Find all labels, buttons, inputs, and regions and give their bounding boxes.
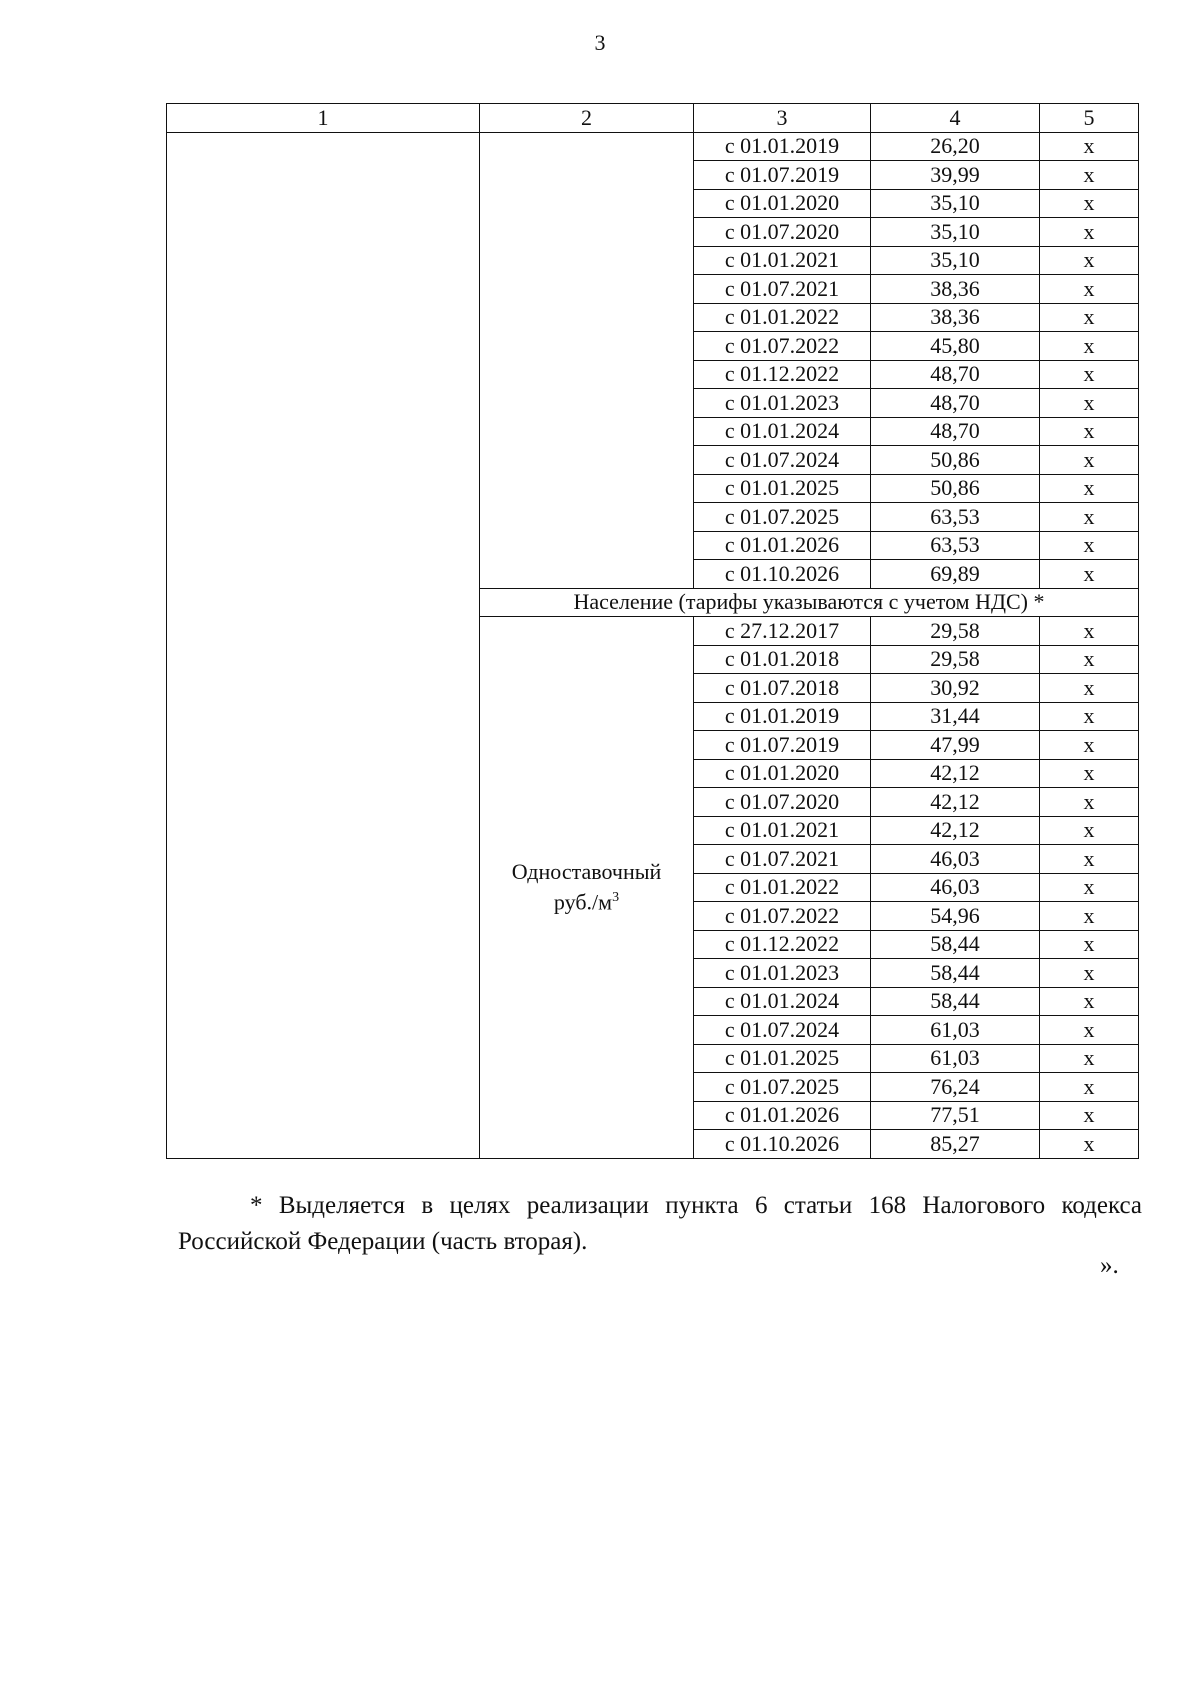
mark-cell: х	[1040, 1073, 1139, 1102]
tariff-value-cell: 58,44	[871, 959, 1040, 988]
tariff-value-cell: 47,99	[871, 731, 1040, 760]
date-cell: с 01.01.2026	[694, 1101, 871, 1130]
tariff-value-cell: 35,10	[871, 218, 1040, 247]
date-cell: с 01.10.2026	[694, 1130, 871, 1159]
rate-unit	[480, 885, 693, 915]
mark-cell: х	[1040, 417, 1139, 446]
tariff-value-cell: 50,86	[871, 474, 1040, 503]
column-1-empty-cell	[167, 132, 480, 1158]
tariff-table	[166, 103, 1139, 1159]
mark-cell: х	[1040, 930, 1139, 959]
tariff-value-cell: 63,53	[871, 503, 1040, 532]
mark-cell: х	[1040, 389, 1139, 418]
date-cell: с 01.01.2019	[694, 132, 871, 161]
tariff-value-cell: 38,36	[871, 275, 1040, 304]
tariff-value-cell: 54,96	[871, 902, 1040, 931]
mark-cell: х	[1040, 360, 1139, 389]
tariff-value-cell: 29,58	[871, 617, 1040, 646]
mark-cell: х	[1040, 218, 1139, 247]
date-cell: с 01.07.2025	[694, 1073, 871, 1102]
footnote: * Выделяется в целях реализации пункта 6 статьи 168 Налогового кодекса Российской Федерации (часть вторая).	[178, 1192, 1142, 1255]
mark-cell: х	[1040, 816, 1139, 845]
column-2-empty-cell	[480, 132, 694, 588]
column-header-5: 5	[1040, 104, 1139, 133]
column-header-1: 1	[167, 104, 480, 133]
date-cell: с 01.07.2022	[694, 332, 871, 361]
date-cell: с 01.07.2022	[694, 902, 871, 931]
mark-cell: х	[1040, 845, 1139, 874]
date-cell: с 27.12.2017	[694, 617, 871, 646]
tariff-value-cell: 46,03	[871, 845, 1040, 874]
date-cell: с 01.07.2021	[694, 845, 871, 874]
page-number: 3	[594, 30, 606, 55]
tariff-value-cell: 76,24	[871, 1073, 1040, 1102]
date-cell: с 01.01.2022	[694, 873, 871, 902]
mark-cell: х	[1040, 1130, 1139, 1159]
mark-cell: х	[1040, 246, 1139, 275]
date-cell: с 01.07.2019	[694, 731, 871, 760]
date-cell: с 01.01.2018	[694, 645, 871, 674]
tariff-value-cell: 69,89	[871, 560, 1040, 589]
tariff-value-cell: 46,03	[871, 873, 1040, 902]
table-row	[167, 132, 1139, 161]
tariff-value-cell: 26,20	[871, 132, 1040, 161]
date-cell: с 01.10.2026	[694, 560, 871, 589]
mark-cell: х	[1040, 1044, 1139, 1073]
mark-cell: х	[1040, 873, 1139, 902]
population-heading: Население (тарифы указываются с учетом НДС) *	[480, 588, 1139, 617]
date-cell: с 01.01.2020	[694, 759, 871, 788]
date-cell: с 01.07.2021	[694, 275, 871, 304]
mark-cell: х	[1040, 446, 1139, 475]
mark-cell: х	[1040, 1101, 1139, 1130]
tariff-value-cell: 85,27	[871, 1130, 1040, 1159]
mark-cell: х	[1040, 189, 1139, 218]
rate-type-name: Одноставочный	[511, 859, 662, 885]
tariff-value-cell: 48,70	[871, 417, 1040, 446]
table-body	[167, 132, 1139, 1158]
mark-cell: х	[1040, 1016, 1139, 1045]
tariff-value-cell: 31,44	[871, 702, 1040, 731]
tariff-value-cell: 42,12	[871, 816, 1040, 845]
date-cell: с 01.01.2022	[694, 303, 871, 332]
tariff-value-cell: 48,70	[871, 360, 1040, 389]
mark-cell: х	[1040, 645, 1139, 674]
date-cell: с 01.12.2022	[694, 360, 871, 389]
mark-cell: х	[1040, 303, 1139, 332]
mark-cell: х	[1040, 617, 1139, 646]
mark-cell: х	[1040, 902, 1139, 931]
date-cell: с 01.01.2024	[694, 987, 871, 1016]
date-cell: с 01.07.2024	[694, 446, 871, 475]
mark-cell: х	[1040, 702, 1139, 731]
tariff-value-cell: 61,03	[871, 1044, 1040, 1073]
mark-cell: х	[1040, 560, 1139, 589]
date-cell: с 01.01.2023	[694, 959, 871, 988]
date-cell: с 01.12.2022	[694, 930, 871, 959]
mark-cell: х	[1040, 759, 1139, 788]
rate-unit-text: руб./м	[553, 889, 613, 915]
tariff-value-cell: 39,99	[871, 161, 1040, 190]
mark-cell: х	[1040, 731, 1139, 760]
tariff-value-cell: 30,92	[871, 674, 1040, 703]
date-cell: с 01.01.2026	[694, 531, 871, 560]
mark-cell: х	[1040, 275, 1139, 304]
tariff-value-cell: 35,10	[871, 189, 1040, 218]
tariff-value-cell: 61,03	[871, 1016, 1040, 1045]
tariff-value-cell: 48,70	[871, 389, 1040, 418]
mark-cell: х	[1040, 132, 1139, 161]
mark-cell: х	[1040, 332, 1139, 361]
mark-cell: х	[1040, 531, 1139, 560]
tariff-value-cell: 42,12	[871, 759, 1040, 788]
date-cell: с 01.07.2019	[694, 161, 871, 190]
date-cell: с 01.01.2019	[694, 702, 871, 731]
table-header-row	[167, 104, 1139, 133]
tariff-value-cell: 45,80	[871, 332, 1040, 361]
mark-cell: х	[1040, 474, 1139, 503]
date-cell: с 01.07.2024	[694, 1016, 871, 1045]
column-header-4: 4	[871, 104, 1040, 133]
tariff-value-cell: 29,58	[871, 645, 1040, 674]
mark-cell: х	[1040, 987, 1139, 1016]
column-header-2: 2	[480, 104, 694, 133]
date-cell: с 01.01.2024	[694, 417, 871, 446]
tariff-value-cell: 63,53	[871, 531, 1040, 560]
mark-cell: х	[1040, 161, 1139, 190]
tariff-value-cell: 77,51	[871, 1101, 1040, 1130]
date-cell: с 01.01.2023	[694, 389, 871, 418]
date-cell: с 01.07.2025	[694, 503, 871, 532]
tariff-value-cell: 50,86	[871, 446, 1040, 475]
date-cell: с 01.01.2021	[694, 246, 871, 275]
tariff-value-cell: 58,44	[871, 987, 1040, 1016]
mark-cell: х	[1040, 674, 1139, 703]
date-cell: с 01.07.2018	[694, 674, 871, 703]
rate-unit-exponent: 3	[612, 890, 620, 906]
mark-cell: х	[1040, 788, 1139, 817]
tariff-value-cell: 38,36	[871, 303, 1040, 332]
tariff-value-cell: 42,12	[871, 788, 1040, 817]
tariff-value-cell: 58,44	[871, 930, 1040, 959]
date-cell: с 01.07.2020	[694, 788, 871, 817]
date-cell: с 01.07.2020	[694, 218, 871, 247]
date-cell: с 01.01.2021	[694, 816, 871, 845]
closing-quote-mark: ».	[1100, 1252, 1119, 1279]
date-cell: с 01.01.2025	[694, 474, 871, 503]
rate-type-label	[480, 617, 694, 1159]
mark-cell: х	[1040, 503, 1139, 532]
date-cell: с 01.01.2020	[694, 189, 871, 218]
tariff-value-cell: 35,10	[871, 246, 1040, 275]
mark-cell: х	[1040, 959, 1139, 988]
column-header-3: 3	[694, 104, 871, 133]
date-cell: с 01.01.2025	[694, 1044, 871, 1073]
